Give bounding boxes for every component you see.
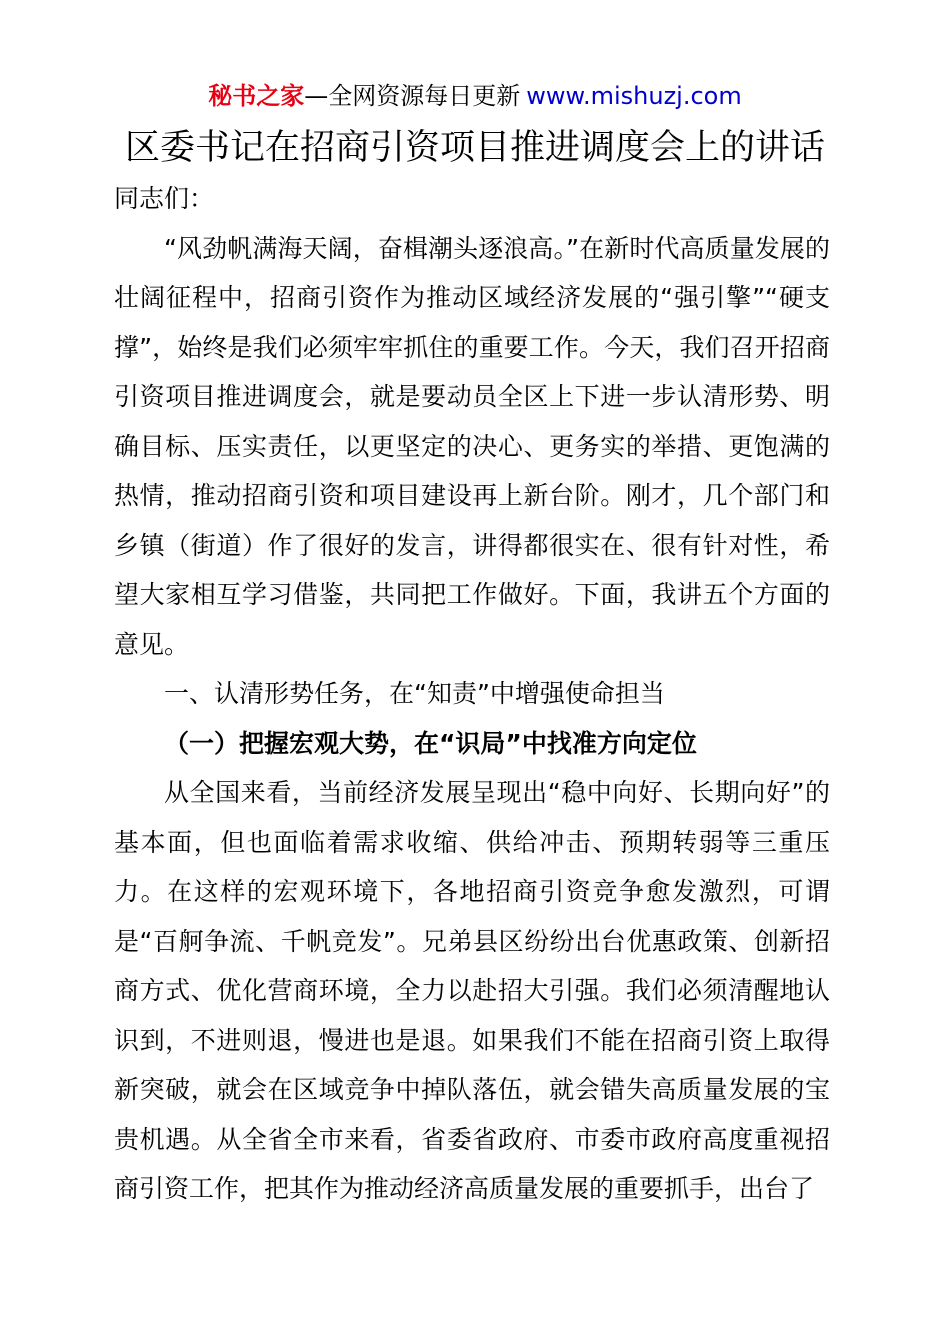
section-paragraph: 从全国来看，当前经济发展呈现出“稳中向好、长期向好”的基本面，但也面临着需求收缩、供给冲击、预期转弱等三重压力。在这样的宏观环境下，各地招商引资竞争愈发激烈，可谓是“百舸争流、千帆竞发”。兄弟县区纷纷出台优惠政策、创新招商方式、优化营商环境，全力以赴招大引强。我们必须清醒地认识到，不进则退，慢进也是退。如果我们不能在招商引资上取得新突破，就会在区域竞争中掉队落伍，就会错失高质量发展的宝贵机遇。从全省全市来看，省委省政府、市委市政府高度重视招商引资工作，把其作为推动经济高质量发展的重要抓手，出台了 [114, 778, 830, 1203]
document-body [114, 174, 830, 1214]
salutation: 同志们： [114, 184, 215, 213]
watermark-url: www.mishuzj.com [526, 82, 742, 110]
watermark-tagline: —全网资源每日更新 [304, 82, 521, 110]
watermark-brand: 秘书之家 [208, 82, 305, 110]
section-heading: 一、认清形势任务，在“知责”中增强使命担当 [164, 679, 665, 708]
intro-paragraph: “风劲帆满海天阔，奋楫潮头逐浪高。”在新时代高质量发展的壮阔征程中，招商引资作为推动区域经济发展的“强引擎”“硬支撑”，始终是我们必须牢牢抓住的重要工作。今天，我们召开招商引资项目推进调度会，就是要动员全区上下进一步认清形势、明确目标、压实责任，以更坚定的决心、更务实的举措、更饱满的热情，推动招商引资和项目建设再上新台阶。刚才，几个部门和乡镇（街道）作了很好的发言，讲得都很实在、很有针对性，希望大家相互学习借鉴，共同把工作做好。下面，我讲五个方面的意见。 [114, 233, 830, 659]
document-title: 区委书记在招商引资项目推进调度会上的讲话 [124, 128, 825, 168]
watermark-header [0, 80, 950, 112]
subsection-heading: （一）把握宏观大势，在“识局”中找准方向定位 [164, 728, 697, 758]
